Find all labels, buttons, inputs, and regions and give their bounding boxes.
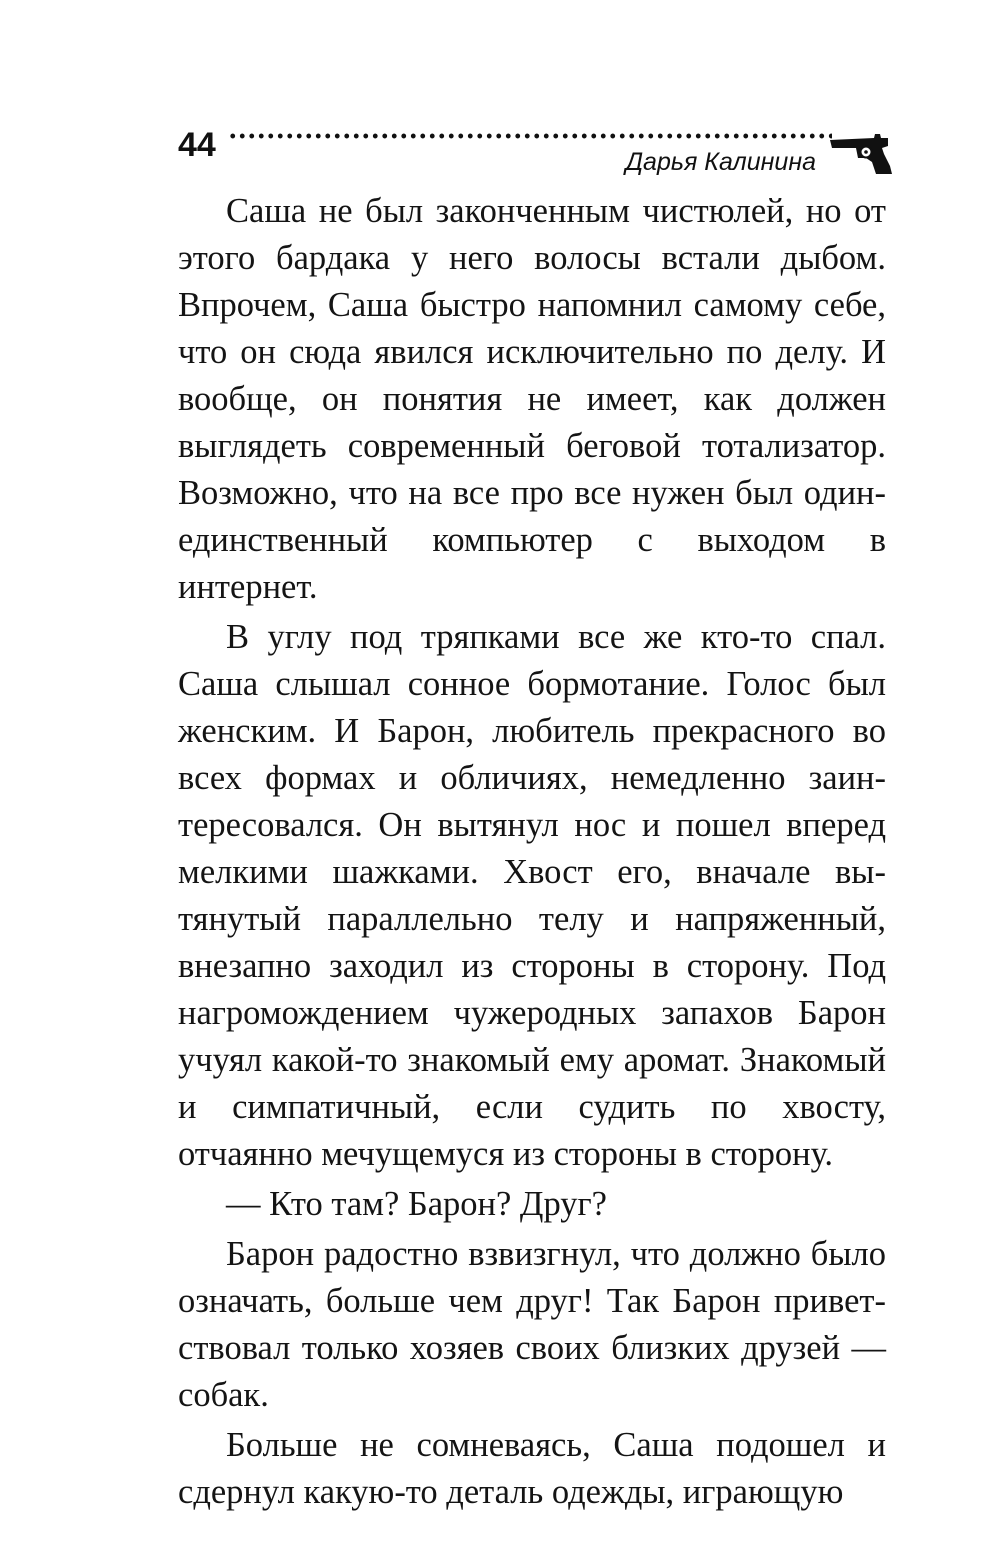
revolver-icon [828,126,894,176]
paragraph: Больше не сомневаясь, Саша подошел и сдернул какую-то деталь одежды, играющую [178,1426,886,1511]
page-body [178,188,886,1516]
paragraph: Саша не был законченным чистюлей, но от этого бардака у него волосы встали дыбом. Впрочем, Саша быстро напомнил самому себе, что он сюда явился исключительно по делу. И вообще, он понятия не имеет, как должен выглядеть современный беговой тотализатор. Возможно, что на все про все нужен был один-единственный компьютер с выходом в интернет. [178,192,886,606]
paragraph: Барон радостно взвизгнул, что должно было означать, больше чем друг! Так Барон приветствовал только хозяев своих близких друзей — собак. [178,1235,886,1414]
author-name: Дарья Калинина [625,148,816,176]
page-header [178,118,894,188]
dot-leader [228,132,832,140]
paragraph: — Кто там? Барон? Друг? [226,1185,607,1223]
page-number: 44 [178,126,216,164]
paragraph: В углу под тряпками все же кто-то спал. Саша слышал сонное бормотание. Голос был женским. И Барон, любитель прекрасного во всех формах и обличиях, немедленно заинтересовался. Он вытянул нос и пошел вперед мелкими шажками. Хвост его, вначале вытянутый параллельно телу и напряженный, внезапно заходил из стороны в сторону. Под нагромождением чужеродных запахов Барон учуял какой-то знакомый ему аромат. Знакомый и симпатичный, если судить по хвосту, отчаянно мечущемуся из стороны в сторону. [178,618,886,1173]
